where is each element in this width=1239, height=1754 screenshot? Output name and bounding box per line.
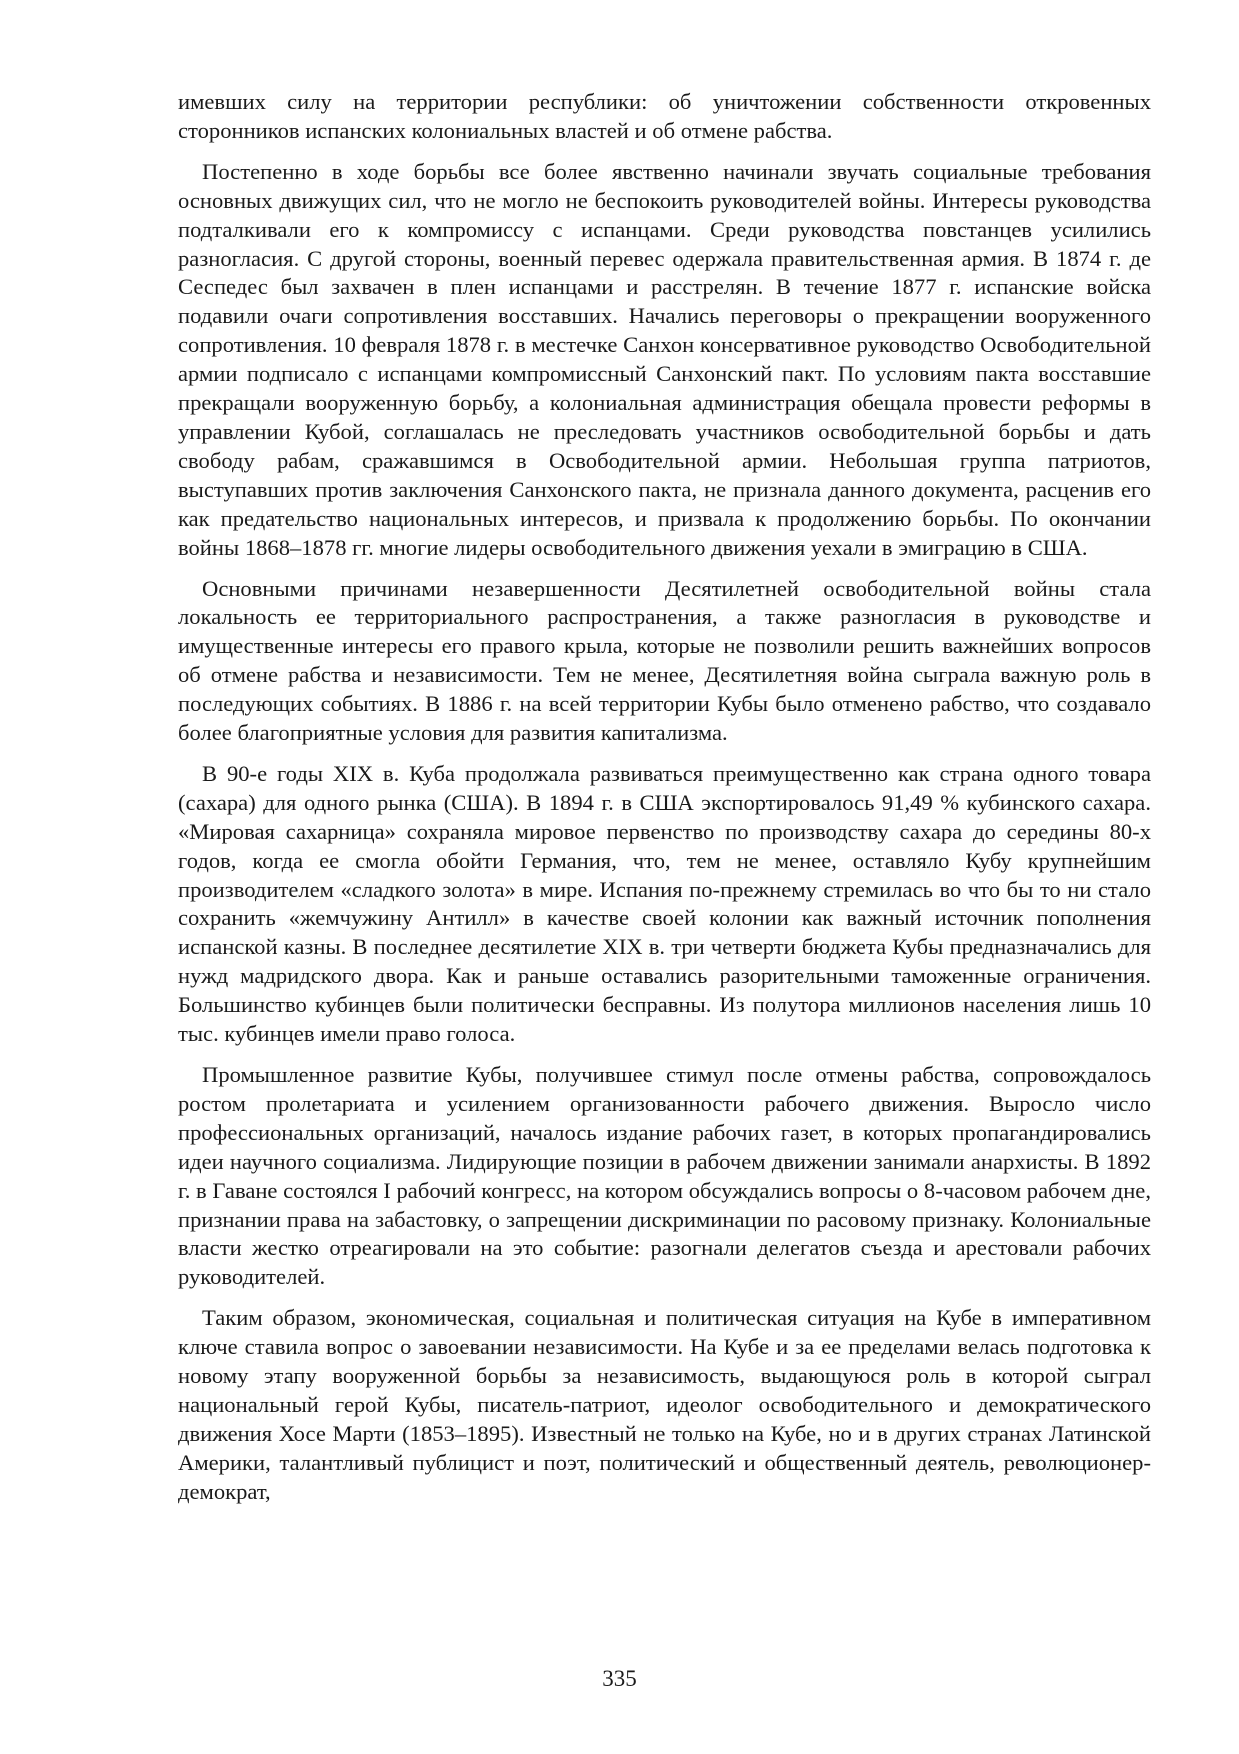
page-number: 335	[602, 1666, 637, 1691]
paragraph: Постепенно в ходе борьбы все более явственно начинали звучать социальные требования основных движущих сил, что не могло не беспокоить руководителей войны. Интересы руководства подталкивали его к компромиссу с испанцами. Среди руководства повстанцев усилились разногласия. С другой стороны, военный перевес одержала правительственная армия. В 1874 г. де Сеспедес был захвачен в плен испанцами и расстрелян. В течение 1877 г. испанские войска подавили очаги сопротивления восставших. Начались переговоры о прекращении вооруженного сопротивления. 10 февраля 1878 г. в местечке Санхон консервативное руководство Освободительной армии подписало с испанцами компромиссный Санхонский пакт. По условиям пакта восставшие прекращали вооруженную борьбу, а колониальная администрация обещала провести реформы в управлении Кубой, соглашалась не преследовать участников освободительной борьбы и дать свободу рабам, сражавшимся в Освободительной армии. Небольшая группа патриотов, выступавших против заключения Санхонского пакта, не признала данного документа, расценив его как предательство национальных интересов, и призвала к продолжению борьбы. По окончании войны 1868–1878 гг. многие лидеры освободительного движения уехали в эмиграцию в США.	[178, 158, 1151, 560]
paragraph: Промышленное развитие Кубы, получившее стимул после отмены рабства, сопровождалось ростом пролетариата и усилением организованности рабочего движения. Выросло число профессиональных организаций, началось издание рабочих газет, в которых пропагандировались идеи научного социализма. Лидирующие позиции в рабочем движении занимали анархисты. В 1892 г. в Гаване состоялся I рабочий конгресс, на котором обсуждались вопросы о 8-часовом рабочем дне, признании права на забастовку, о запрещении дискриминации по расовому признаку. Колониальные власти жестко отреагировали на это событие: разогнали делегатов съезда и арестовали рабочих руководителей.	[178, 1062, 1151, 1290]
page-body	[178, 88, 1151, 1519]
paragraph-continuation: имевших силу на территории республики: об уничтожении собственности откровенных сторонников испанских колониальных властей и об отмене рабства.	[178, 89, 1151, 143]
paragraph: Основными причинами незавершенности Десятилетней освободительной войны стала локальность ее территориального распространения, а также разногласия в руководстве и имущественные интересы его правого крыла, которые не позволили решить важнейших вопросов об отмене рабства и независимости. Тем не менее, Десятилетняя война сыграла важную роль в последующих событиях. В 1886 г. на всей территории Кубы было отменено рабство, что создавало более благоприятные условия для развития капитализма.	[178, 575, 1151, 746]
paragraph: В 90-е годы XIX в. Куба продолжала развиваться преимущественно как страна одного товара (сахара) для одного рынка (США). В 1894 г. в США экспортировалось 91,49 % кубинского сахара. «Мировая сахарница» сохраняла мировое первенство по производству сахара до середины 80-х годов, когда ее смогла обойти Германия, что, тем не менее, оставляло Кубу крупнейшим производителем «сладкого золота» в мире. Испания по-прежнему стремилась во что бы то ни стало сохранить «жемчужину Антилл» в качестве своей колонии как важный источник пополнения испанской казны. В последнее десятилетие XIX в. три четверти бюджета Кубы предназначались для нужд мадридского двора. Как и раньше оставались разорительными таможенные ограничения. Большинство кубинцев были политически бесправны. Из полутора миллионов населения лишь 10 тыс. кубинцев имели право голоса.	[178, 760, 1151, 1047]
paragraph: Таким образом, экономическая, социальная и политическая ситуация на Кубе в императивном ключе ставила вопрос о завоевании независимости. На Кубе и за ее пределами велась подготовка к новому этапу вооруженной борьбы за независимость, выдающуюся роль в которой сыграл национальный герой Кубы, писатель-патриот, идеолог освободительного и демократического движения Хосе Марти (1853–1895). Известный не только на Кубе, но и в других странах Латинской Америки, талантливый публицист и поэт, политический и общественный деятель, революционер-демократ,	[178, 1305, 1151, 1504]
